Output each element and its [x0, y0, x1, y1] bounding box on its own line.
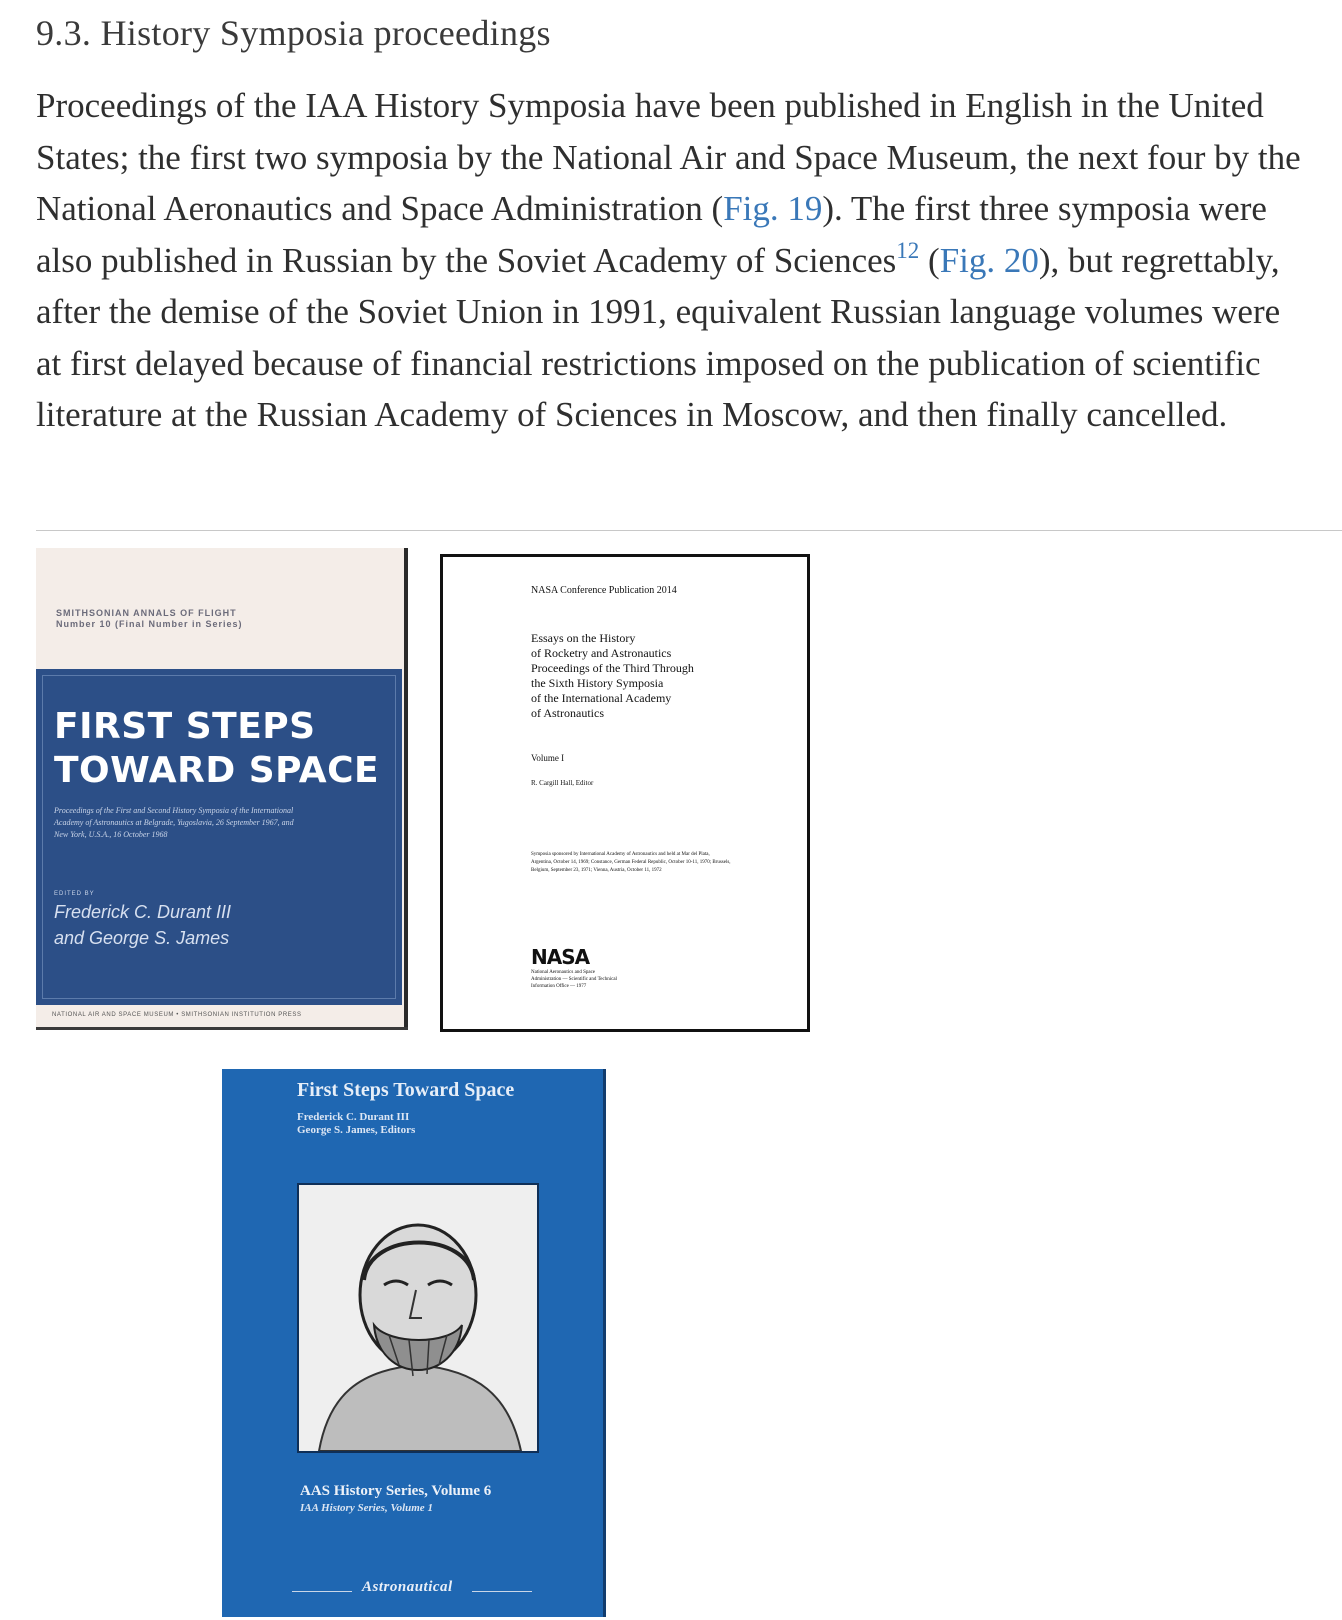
title-line: the Sixth History Symposia	[531, 676, 664, 690]
fig-19-link[interactable]: Fig. 19	[723, 189, 823, 228]
book-cover-first-steps-smithsonian	[36, 548, 408, 1030]
paragraph-text: (	[919, 240, 940, 280]
paragraph-text: Proceedings of the IAA History Symposia have been published in English in the United States; the first two symposia by the National Air and Space Museum, the next four by the National Aeronautics and Space Administration (	[36, 86, 1301, 228]
paragraph-text: ), but regrettably, after the demise of the Soviet Union in 1991, equivalent Russian language volumes were at first delayed because of financial restrictions imposed on the publication of scientific literature at the Russian Academy of Sciences in Moscow, and then finally cancelled.	[36, 240, 1281, 434]
title-line: TOWARD SPACE	[54, 750, 380, 791]
nasa-logo-caption: National Aeronautics and Space Administration — Scientific and Technical Information Office — 1977	[531, 970, 617, 989]
editor-line: Frederick C. Durant III	[297, 1111, 410, 1123]
publisher-footer: NATIONAL AIR AND SPACE MUSEUM • SMITHSONIAN INSTITUTION PRESS	[52, 1012, 302, 1018]
book-editors	[54, 899, 231, 951]
editor-line: Frederick C. Durant III	[54, 902, 232, 922]
book-editors	[297, 1111, 415, 1137]
footnote-12-link[interactable]: 12	[896, 237, 920, 263]
cover-panel	[36, 669, 402, 1005]
nasa-logo: NASA	[531, 945, 590, 969]
cover-edge	[36, 1027, 408, 1030]
logo-rule-left	[292, 1591, 352, 1592]
title-line: Essays on the History	[531, 631, 636, 645]
volume-label: Volume I	[531, 753, 565, 763]
title-line: of Astronautics	[531, 706, 604, 720]
paragraph-text: ). The first three symposia were also published in Russian by the Soviet Academy of Sciences	[36, 189, 1267, 280]
series-number: Number 10 (Final Number in Series)	[56, 619, 243, 629]
portrait-sketch	[299, 1185, 537, 1451]
book-cover-nasa-essays	[440, 554, 810, 1032]
section-divider	[36, 530, 1342, 531]
book-cover-first-steps-aas	[222, 1069, 606, 1617]
book-series-label	[56, 608, 243, 630]
editor-line: and George S. James	[54, 928, 230, 948]
publication-number: NASA Conference Publication 2014	[531, 585, 677, 596]
publisher-logo: Astronautical	[362, 1579, 453, 1595]
body-paragraph	[36, 80, 1311, 441]
editor-label: R. Cargill Hall, Editor	[531, 779, 594, 787]
logo-rule-right	[472, 1591, 532, 1592]
section-heading: 9.3. History Symposia proceedings	[36, 13, 551, 53]
editor-line: George S. James, Editors	[297, 1124, 416, 1136]
series-label: AAS History Series, Volume 6	[300, 1483, 492, 1499]
book-title	[531, 631, 781, 721]
title-line: Proceedings of the Third Through	[531, 661, 694, 675]
book-title	[54, 705, 379, 793]
title-line: of the International Academy	[531, 691, 672, 705]
portrait-illustration	[297, 1183, 539, 1453]
series-line: SMITHSONIAN ANNALS OF FLIGHT	[56, 608, 237, 618]
title-line: FIRST STEPS	[54, 706, 316, 747]
sponsor-fine-print: Symposia sponsored by International Academy of Astronautics and held at Mar del Plata, Argentina, October 14, 1969; Constance, German Federal Republic, October 10-11, 1970; Brussels, Belgium, September 23, 1971; Vienna, Austria, October 11, 1972	[531, 852, 731, 873]
fig-20-link[interactable]: Fig. 20	[939, 240, 1039, 280]
title-line: of Rocketry and Astronautics	[531, 646, 672, 660]
book-subtitle: Proceedings of the First and Second History Symposia of the International Academy of Astronautics at Belgrade, Yugoslavia, 26 September 1967, and New York, U.S.A., 16 October 1968	[54, 806, 294, 839]
book-title: First Steps Toward Space	[297, 1079, 515, 1101]
edited-by-label: EDITED BY	[54, 891, 95, 897]
series-label-secondary: IAA History Series, Volume 1	[300, 1502, 433, 1514]
